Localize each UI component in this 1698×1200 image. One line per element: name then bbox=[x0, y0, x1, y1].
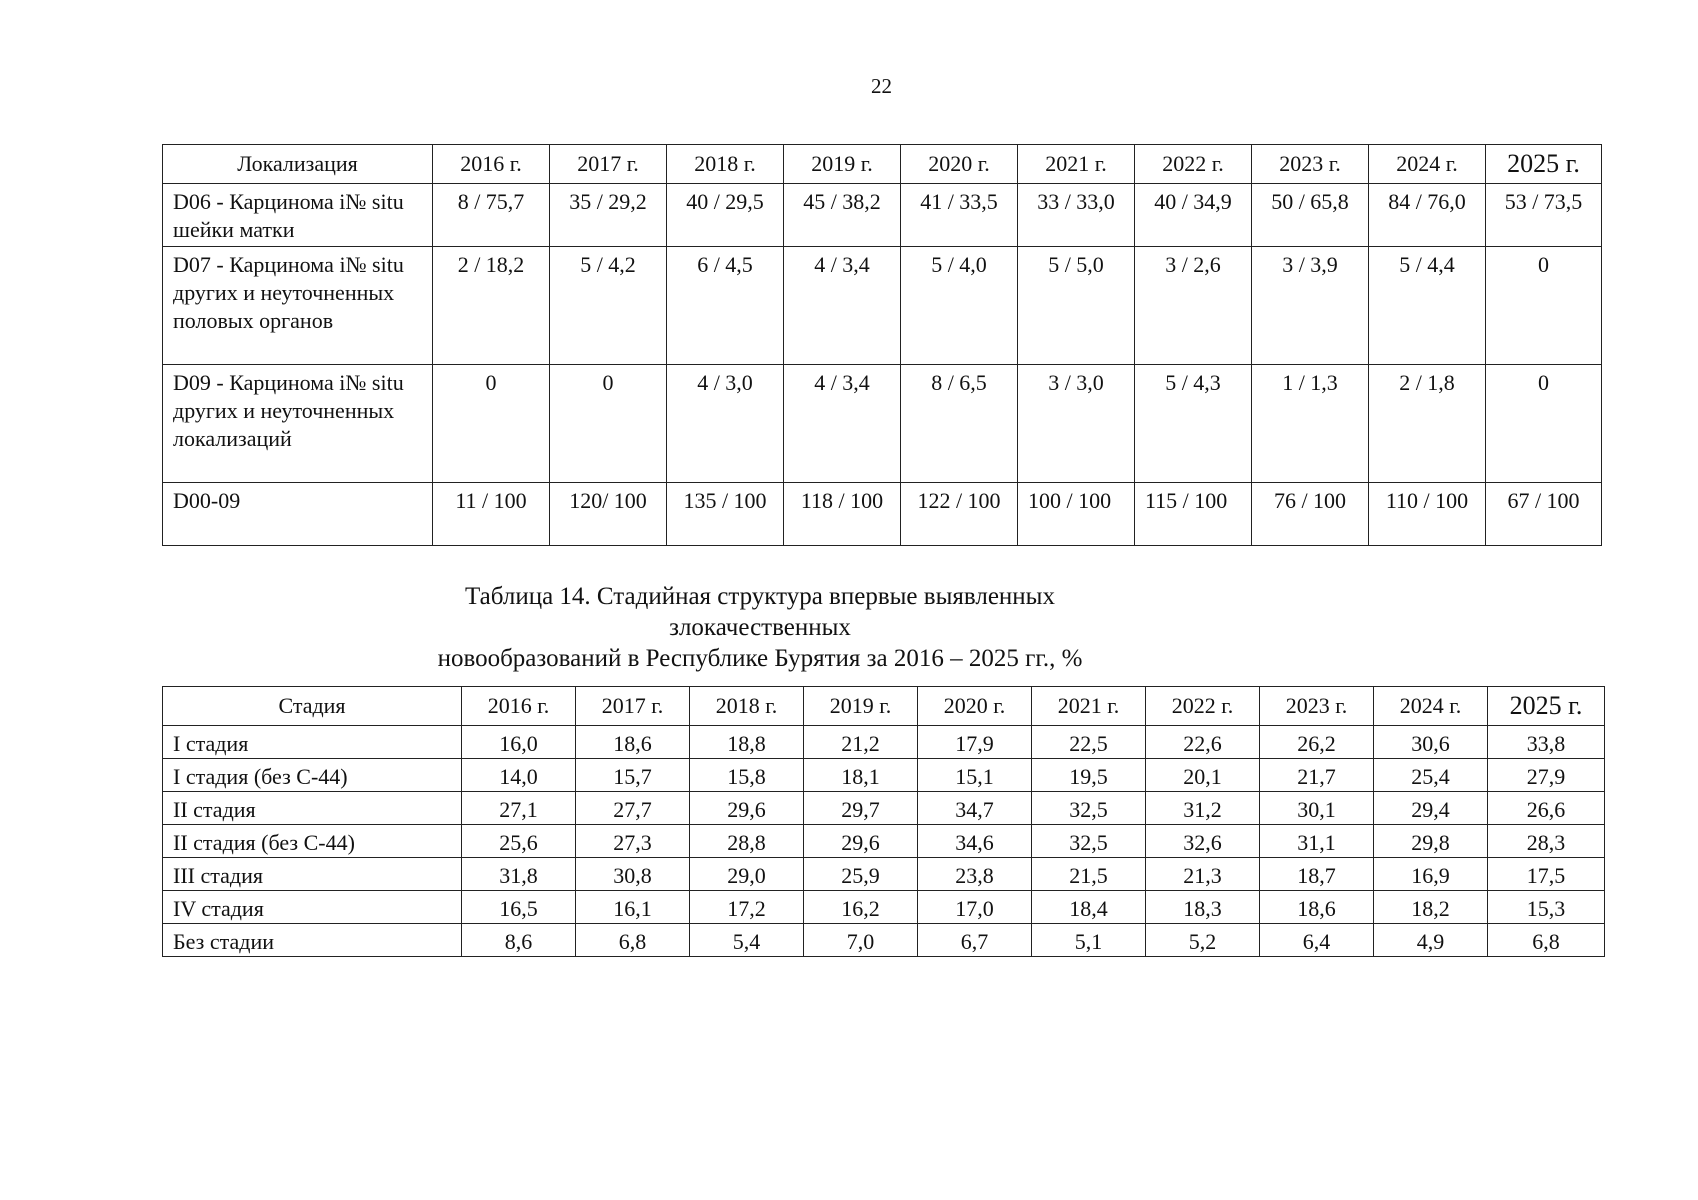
header-year: 2022 г. bbox=[1146, 687, 1260, 726]
row-label: IV стадия bbox=[163, 891, 462, 924]
table-cell: 1 / 1,3 bbox=[1252, 365, 1369, 483]
page-number: 22 bbox=[871, 74, 892, 98]
table-row bbox=[163, 726, 1605, 759]
table-cell: 0 bbox=[1486, 247, 1602, 365]
table-cell: 100 / 100 bbox=[1018, 483, 1135, 546]
table-cell: 29,6 bbox=[690, 792, 804, 825]
table-cell: 30,8 bbox=[576, 858, 690, 891]
table-cell: 19,5 bbox=[1032, 759, 1146, 792]
table-cell: 2 / 18,2 bbox=[433, 247, 550, 365]
table-cell: 18,8 bbox=[690, 726, 804, 759]
table-cell: 15,1 bbox=[918, 759, 1032, 792]
table-cell: 115 / 100 bbox=[1135, 483, 1252, 546]
row-label: Без стадии bbox=[163, 924, 462, 957]
header-year: 2019 г. bbox=[804, 687, 918, 726]
table-cell: 23,8 bbox=[918, 858, 1032, 891]
table-cell: 28,8 bbox=[690, 825, 804, 858]
header-year: 2024 г. bbox=[1374, 687, 1488, 726]
table-cell: 17,0 bbox=[918, 891, 1032, 924]
table-cell: 29,8 bbox=[1374, 825, 1488, 858]
header-year: 2019 г. bbox=[784, 145, 901, 184]
table-cell: 50 / 65,8 bbox=[1252, 184, 1369, 247]
table-row bbox=[163, 184, 1602, 247]
table-cell: 5 / 4,3 bbox=[1135, 365, 1252, 483]
table-row bbox=[163, 792, 1605, 825]
row-label: II стадия bbox=[163, 792, 462, 825]
header-year: 2020 г. bbox=[918, 687, 1032, 726]
table-cell: 8 / 6,5 bbox=[901, 365, 1018, 483]
table-cell: 18,6 bbox=[1260, 891, 1374, 924]
row-label: D09 - Карцинома i№ situ других и неуточненных локализаций bbox=[163, 365, 433, 483]
header-localization: Локализация bbox=[163, 145, 433, 184]
header-year: 2023 г. bbox=[1260, 687, 1374, 726]
header-year: 2018 г. bbox=[667, 145, 784, 184]
table-cell: 6,8 bbox=[576, 924, 690, 957]
caption-line: новообразований в Республике Бурятия за 2016 – 2025 гг., % bbox=[437, 645, 1083, 672]
table-header-row bbox=[163, 687, 1605, 726]
table-cell: 33 / 33,0 bbox=[1018, 184, 1135, 247]
table-cell: 40 / 34,9 bbox=[1135, 184, 1252, 247]
table-cell: 0 bbox=[1486, 365, 1602, 483]
localization-table bbox=[162, 144, 1602, 546]
table-cell: 6,7 bbox=[918, 924, 1032, 957]
table-cell: 14,0 bbox=[462, 759, 576, 792]
table-cell: 7,0 bbox=[804, 924, 918, 957]
table-cell: 18,3 bbox=[1146, 891, 1260, 924]
table-cell: 16,5 bbox=[462, 891, 576, 924]
table-cell: 18,6 bbox=[576, 726, 690, 759]
table-cell: 21,2 bbox=[804, 726, 918, 759]
table-cell: 5 / 4,4 bbox=[1369, 247, 1486, 365]
table-cell: 135 / 100 bbox=[667, 483, 784, 546]
table-cell: 30,6 bbox=[1374, 726, 1488, 759]
table-caption bbox=[380, 581, 1140, 674]
table-cell: 15,3 bbox=[1488, 891, 1605, 924]
table-header-row bbox=[163, 145, 1602, 184]
table-cell: 25,6 bbox=[462, 825, 576, 858]
table-cell: 3 / 3,9 bbox=[1252, 247, 1369, 365]
table-row bbox=[163, 483, 1602, 546]
table-cell: 27,1 bbox=[462, 792, 576, 825]
table-cell: 0 bbox=[433, 365, 550, 483]
table-cell: 2 / 1,8 bbox=[1369, 365, 1486, 483]
header-year: 2025 г. bbox=[1486, 145, 1602, 184]
table-cell: 8 / 75,7 bbox=[433, 184, 550, 247]
header-year: 2025 г. bbox=[1488, 687, 1605, 726]
table-cell: 17,5 bbox=[1488, 858, 1605, 891]
table-cell: 4 / 3,4 bbox=[784, 365, 901, 483]
table-cell: 27,7 bbox=[576, 792, 690, 825]
table-cell: 5,1 bbox=[1032, 924, 1146, 957]
table-cell: 25,9 bbox=[804, 858, 918, 891]
header-year: 2016 г. bbox=[462, 687, 576, 726]
table-cell: 32,6 bbox=[1146, 825, 1260, 858]
table-cell: 18,7 bbox=[1260, 858, 1374, 891]
table-row bbox=[163, 924, 1605, 957]
row-label: II стадия (без С-44) bbox=[163, 825, 462, 858]
table-cell: 16,9 bbox=[1374, 858, 1488, 891]
table-cell: 29,4 bbox=[1374, 792, 1488, 825]
table-cell: 45 / 38,2 bbox=[784, 184, 901, 247]
table-cell: 122 / 100 bbox=[901, 483, 1018, 546]
table-row bbox=[163, 247, 1602, 365]
table-cell: 5,2 bbox=[1146, 924, 1260, 957]
table-cell: 53 / 73,5 bbox=[1486, 184, 1602, 247]
table-cell: 16,0 bbox=[462, 726, 576, 759]
table-cell: 29,6 bbox=[804, 825, 918, 858]
header-year: 2016 г. bbox=[433, 145, 550, 184]
table-cell: 31,1 bbox=[1260, 825, 1374, 858]
table-cell: 18,4 bbox=[1032, 891, 1146, 924]
row-label: III стадия bbox=[163, 858, 462, 891]
table-cell: 17,9 bbox=[918, 726, 1032, 759]
table-cell: 11 / 100 bbox=[433, 483, 550, 546]
table-cell: 40 / 29,5 bbox=[667, 184, 784, 247]
table-row bbox=[163, 759, 1605, 792]
table-cell: 31,8 bbox=[462, 858, 576, 891]
table-cell: 21,7 bbox=[1260, 759, 1374, 792]
table-cell: 29,0 bbox=[690, 858, 804, 891]
table-cell: 29,7 bbox=[804, 792, 918, 825]
row-label: D07 - Карциномa i№ situ других и неуточненных половых органов bbox=[163, 247, 433, 365]
table-row bbox=[163, 891, 1605, 924]
table-cell: 17,2 bbox=[690, 891, 804, 924]
header-year: 2018 г. bbox=[690, 687, 804, 726]
table-cell: 0 bbox=[550, 365, 667, 483]
table-cell: 18,2 bbox=[1374, 891, 1488, 924]
header-year: 2024 г. bbox=[1369, 145, 1486, 184]
caption-line: Таблица 14. Стадийная структура впервые выявленных злокачественных bbox=[465, 583, 1055, 641]
table-cell: 15,7 bbox=[576, 759, 690, 792]
table-cell: 32,5 bbox=[1032, 792, 1146, 825]
header-year: 2017 г. bbox=[550, 145, 667, 184]
table-cell: 34,7 bbox=[918, 792, 1032, 825]
table-cell: 3 / 2,6 bbox=[1135, 247, 1252, 365]
row-label: I стадия bbox=[163, 726, 462, 759]
header-year: 2023 г. bbox=[1252, 145, 1369, 184]
table-cell: 25,4 bbox=[1374, 759, 1488, 792]
row-label: D00-09 bbox=[163, 483, 433, 546]
table-cell: 4,9 bbox=[1374, 924, 1488, 957]
table-cell: 28,3 bbox=[1488, 825, 1605, 858]
table-cell: 5 / 4,0 bbox=[901, 247, 1018, 365]
table-cell: 6 / 4,5 bbox=[667, 247, 784, 365]
table-cell: 20,1 bbox=[1146, 759, 1260, 792]
table-cell: 33,8 bbox=[1488, 726, 1605, 759]
table-cell: 26,6 bbox=[1488, 792, 1605, 825]
header-year: 2021 г. bbox=[1018, 145, 1135, 184]
table-cell: 21,5 bbox=[1032, 858, 1146, 891]
table-row bbox=[163, 825, 1605, 858]
table-cell: 76 / 100 bbox=[1252, 483, 1369, 546]
header-year: 2021 г. bbox=[1032, 687, 1146, 726]
table-cell: 35 / 29,2 bbox=[550, 184, 667, 247]
table-cell: 5 / 5,0 bbox=[1018, 247, 1135, 365]
table-cell: 15,8 bbox=[690, 759, 804, 792]
table-cell: 41 / 33,5 bbox=[901, 184, 1018, 247]
table-cell: 3 / 3,0 bbox=[1018, 365, 1135, 483]
table-cell: 5 / 4,2 bbox=[550, 247, 667, 365]
table-cell: 21,3 bbox=[1146, 858, 1260, 891]
table-cell: 84 / 76,0 bbox=[1369, 184, 1486, 247]
table-cell: 32,5 bbox=[1032, 825, 1146, 858]
table-cell: 120/ 100 bbox=[550, 483, 667, 546]
table-cell: 110 / 100 bbox=[1369, 483, 1486, 546]
header-year: 2020 г. bbox=[901, 145, 1018, 184]
table-cell: 30,1 bbox=[1260, 792, 1374, 825]
table-cell: 6,4 bbox=[1260, 924, 1374, 957]
table-cell: 67 / 100 bbox=[1486, 483, 1602, 546]
table-cell: 16,2 bbox=[804, 891, 918, 924]
table-cell: 16,1 bbox=[576, 891, 690, 924]
table-cell: 27,3 bbox=[576, 825, 690, 858]
stage-structure-table bbox=[162, 686, 1605, 957]
table-cell: 22,6 bbox=[1146, 726, 1260, 759]
table-cell: 5,4 bbox=[690, 924, 804, 957]
row-label: D06 - Карцинома i№ situ шейки матки bbox=[163, 184, 433, 247]
table-cell: 8,6 bbox=[462, 924, 576, 957]
table-cell: 4 / 3,4 bbox=[784, 247, 901, 365]
table-row bbox=[163, 365, 1602, 483]
table-cell: 26,2 bbox=[1260, 726, 1374, 759]
header-year: 2017 г. bbox=[576, 687, 690, 726]
table-row bbox=[163, 858, 1605, 891]
table-cell: 6,8 bbox=[1488, 924, 1605, 957]
table-cell: 118 / 100 bbox=[784, 483, 901, 546]
table-cell: 4 / 3,0 bbox=[667, 365, 784, 483]
table-cell: 27,9 bbox=[1488, 759, 1605, 792]
table-cell: 34,6 bbox=[918, 825, 1032, 858]
table-cell: 31,2 bbox=[1146, 792, 1260, 825]
table-cell: 18,1 bbox=[804, 759, 918, 792]
header-stage: Стадия bbox=[163, 687, 462, 726]
row-label: I стадия (без С-44) bbox=[163, 759, 462, 792]
table-cell: 22,5 bbox=[1032, 726, 1146, 759]
header-year: 2022 г. bbox=[1135, 145, 1252, 184]
